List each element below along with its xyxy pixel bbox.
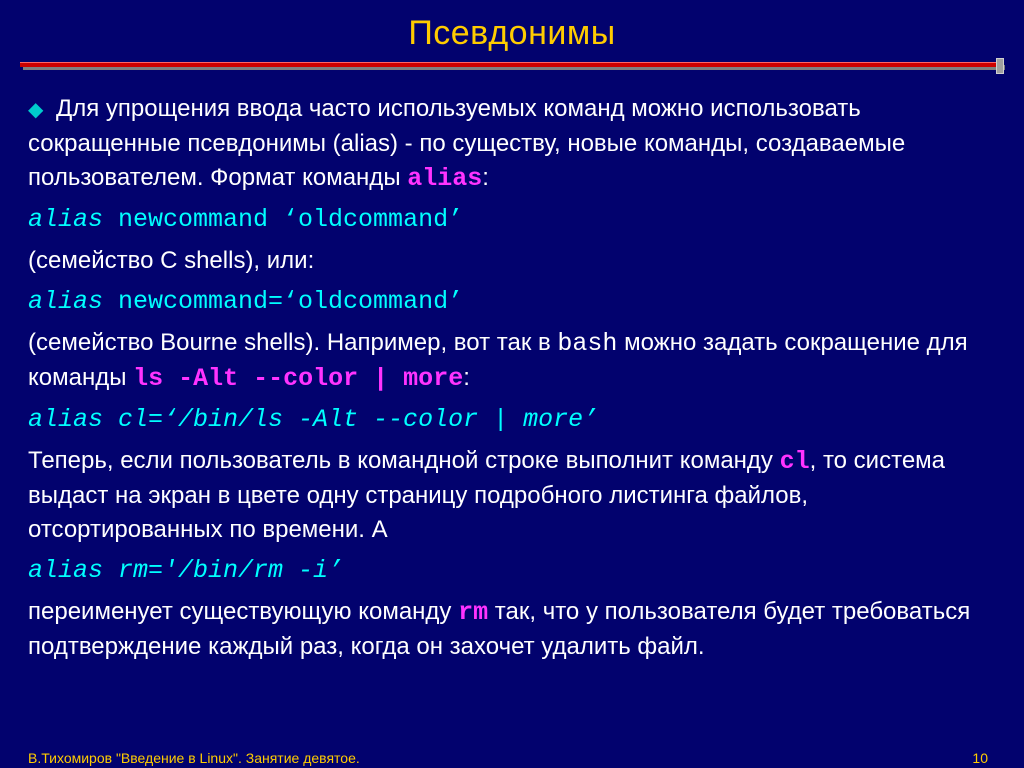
code-rm-example [28, 554, 1003, 587]
paragraph-bourne [28, 326, 1003, 396]
code-bourne-example [28, 285, 1003, 318]
page-number: 10 [972, 750, 988, 766]
rm-text-after: так, что у пользователя будет требоваться подтверждение каждый раз, когда он захочет удалить файл. [28, 598, 971, 660]
cl-text-before: Теперь, если пользователь в командной строке выполнит команду [28, 447, 780, 474]
code-csh-args: newcommand ‘oldcommand’ [103, 205, 464, 234]
paragraph-cl [28, 444, 1003, 547]
title-divider [20, 62, 1002, 67]
paragraph-intro [28, 92, 1003, 196]
cl-command: cl [779, 447, 810, 476]
rm-command: rm [458, 598, 489, 627]
code-csh-keyword: alias [28, 205, 104, 234]
code-bourne-args: newcommand=‘oldcommand’ [103, 287, 464, 316]
bourne-text-before: (семейство Bourne shells). Например, вот так в [28, 329, 558, 356]
code-csh-example [28, 203, 1003, 236]
bash-word: bash [557, 329, 618, 358]
footer-credit: В.Тихомиров "Введение в Linux". Занятие девятое. [28, 750, 360, 766]
divider-end-cap [996, 58, 1004, 74]
bourne-text-middle: можно задать сокращение для команды [28, 329, 968, 391]
code-bourne-keyword: alias [28, 287, 104, 316]
paragraph-rm [28, 595, 1003, 664]
intro-text: Для упрощения ввода часто используемых команд можно использовать сокращенные псевдонимы (alias) - по существу, новые команды, создаваемые пользователем. Формат команды [28, 95, 906, 191]
intro-colon: : [482, 164, 489, 191]
ls-command: ls -Alt --color | more [133, 364, 464, 393]
paragraph-csh: (семейство C shells), или: [28, 247, 315, 274]
alias-keyword: alias [407, 164, 483, 193]
slide-title: Псевдонимы [408, 14, 616, 52]
rm-text-before: переименует существующую команду [28, 598, 459, 625]
cl-text-after: , то система выдаст на экран в цвете одну страницу подробного листинга файлов, отсортированных по времени. А [28, 447, 946, 543]
code-cl-text: alias cl=‘/bin/ls -Alt --color | more’ [28, 405, 599, 434]
bourne-colon: : [463, 364, 470, 391]
slide-body [28, 92, 1003, 671]
code-cl-example [28, 403, 1003, 436]
code-rm-text: alias rm='/bin/rm -i’ [28, 556, 344, 585]
diamond-bullet-icon: ◆ [28, 99, 44, 121]
